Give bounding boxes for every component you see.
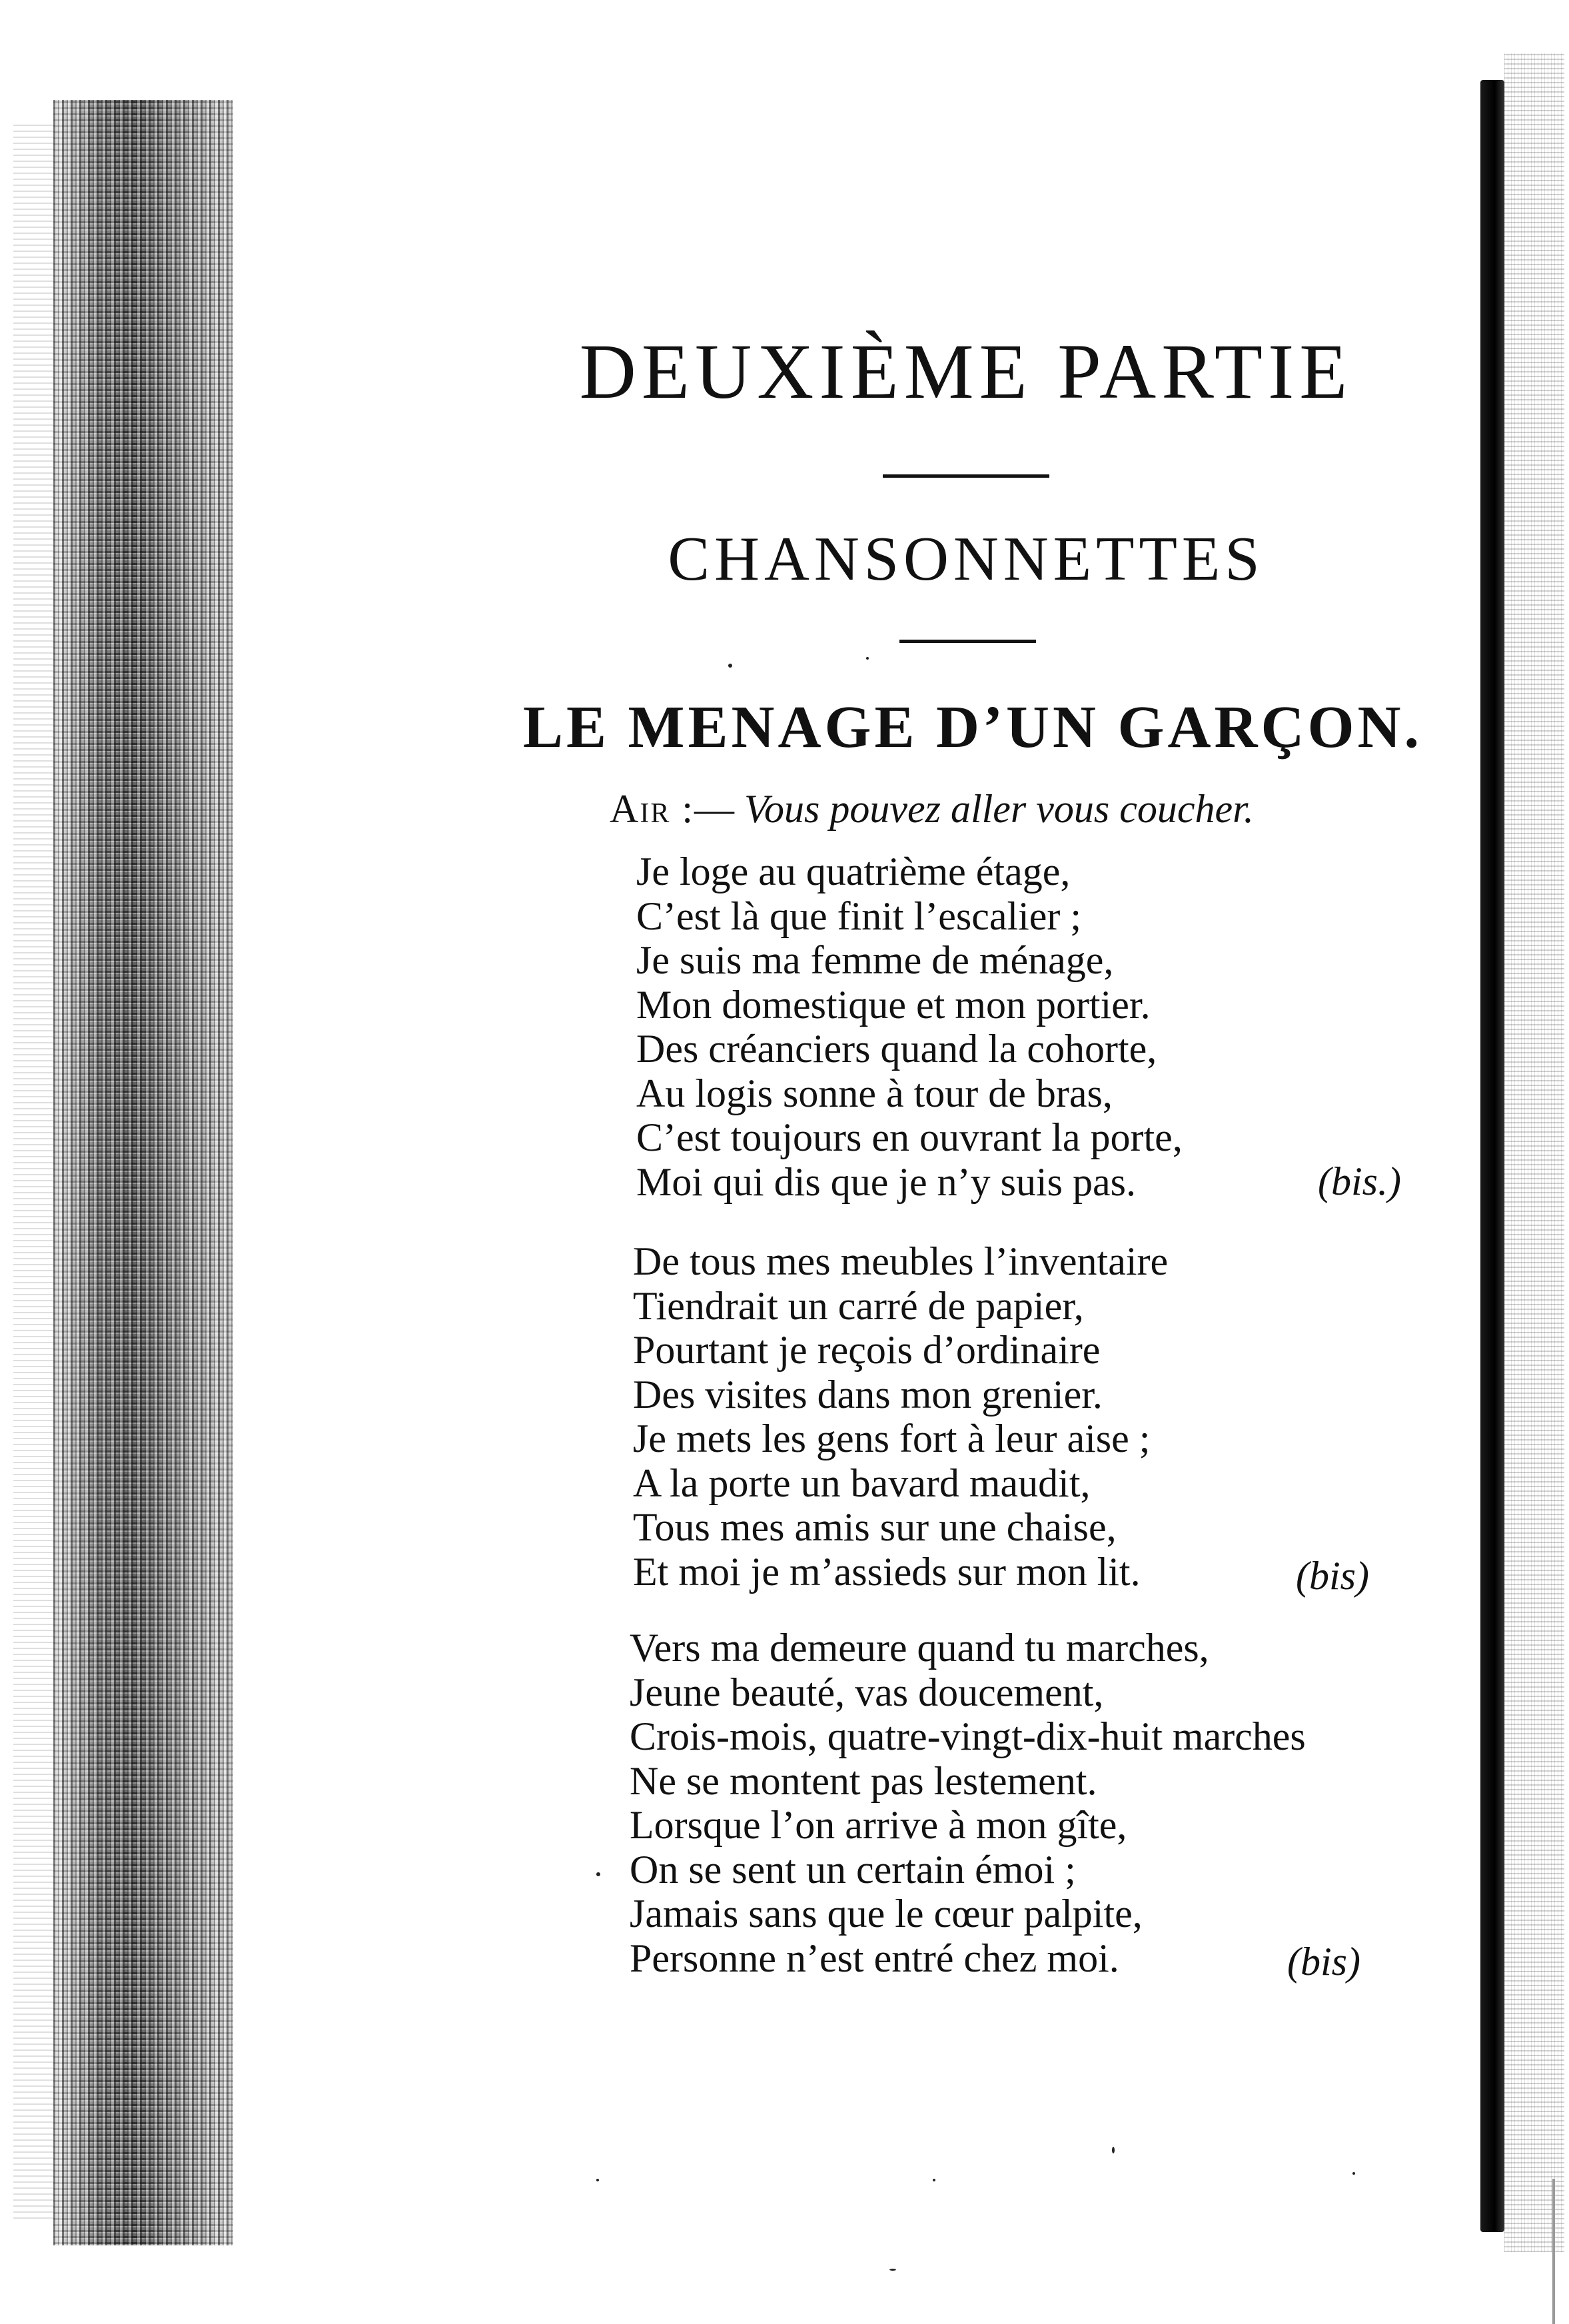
verse-line: De tous mes meubles l’inventaire: [633, 1239, 1169, 1283]
ink-speck: [1352, 2172, 1355, 2175]
air-dash: —: [694, 787, 744, 831]
part-title: DEUXIÈME PARTIE: [579, 328, 1353, 415]
verse-line: Je loge au quatrième étage,: [636, 850, 1071, 893]
verse-line: Lorsque l’on arrive à mon gîte,: [630, 1803, 1127, 1847]
right-page-edge: [1480, 80, 1504, 2232]
verse-line: Et moi je m’assieds sur mon lit.: [633, 1549, 1141, 1594]
refrain-mark: (bis.): [1318, 1159, 1401, 1203]
verse-line: Des visites dans mon grenier.: [633, 1372, 1103, 1417]
verse-line: Ne se montent pas lestement.: [630, 1758, 1097, 1803]
verse-line: A la porte un bavard maudit,: [633, 1460, 1091, 1505]
verse-line: Jeune beauté, vas doucement,: [630, 1670, 1104, 1714]
ink-speck: [596, 1872, 600, 1876]
ink-speck: [933, 2179, 935, 2181]
verse-line: Je suis ma femme de ménage,: [636, 938, 1114, 982]
verse-line: Pourtant je reçois d’ordinaire: [633, 1328, 1101, 1372]
verse-line: Tous mes amis sur une chaise,: [633, 1505, 1117, 1549]
verse-line: Jamais sans que le cœur palpite,: [630, 1892, 1143, 1936]
verse-line: Au logis sonne à tour de bras,: [636, 1071, 1113, 1115]
air-label: Air :: [610, 787, 694, 831]
air-tune: Vous pouvez aller vous coucher.: [744, 787, 1254, 831]
stanza-3: [630, 1626, 1306, 1980]
refrain-mark: (bis): [1296, 1554, 1369, 1598]
scan-border-line: [1552, 2179, 1555, 2324]
stanza-2: [633, 1239, 1168, 1594]
verse-line: Je mets les gens fort à leur aise ;: [633, 1417, 1151, 1460]
divider-rule: [883, 474, 1049, 478]
ink-speck: [1112, 2147, 1115, 2153]
refrain-mark: (bis): [1287, 1940, 1360, 1984]
stanza-1: [636, 850, 1183, 1204]
verse-line: C’est là que finit l’escalier ;: [636, 893, 1082, 938]
verse-line: Vers ma demeure quand tu marches,: [630, 1626, 1209, 1670]
ink-speck: [866, 657, 869, 660]
verse-line: Mon domestique et mon portier.: [636, 982, 1151, 1027]
page-binding-edge: [53, 100, 233, 2245]
right-edge-texture: [1504, 53, 1564, 2252]
ink-speck: [889, 2269, 896, 2271]
verse-line: C’est toujours en ouvrant la porte,: [636, 1115, 1183, 1159]
ink-speck: [596, 2179, 599, 2181]
verse-line: Des créanciers quand la cohorte,: [636, 1027, 1157, 1071]
divider-rule: [899, 640, 1036, 643]
section-title: CHANSONNETTES: [668, 524, 1265, 594]
verse-line: Moi qui dis que je n’y suis pas.: [636, 1159, 1136, 1204]
verse-line: Personne n’est entré chez moi.: [630, 1936, 1119, 1980]
song-title: LE MENAGE D’UN GARÇON.: [522, 694, 1422, 760]
ink-speck: [728, 664, 732, 668]
air-line: [610, 786, 1409, 832]
verse-line: On se sent un certain émoi ;: [630, 1847, 1076, 1892]
verse-line: Crois-mois, quatre-vingt-dix-huit marches: [630, 1714, 1306, 1758]
verse-line: Tiendrait un carré de papier,: [633, 1283, 1084, 1328]
